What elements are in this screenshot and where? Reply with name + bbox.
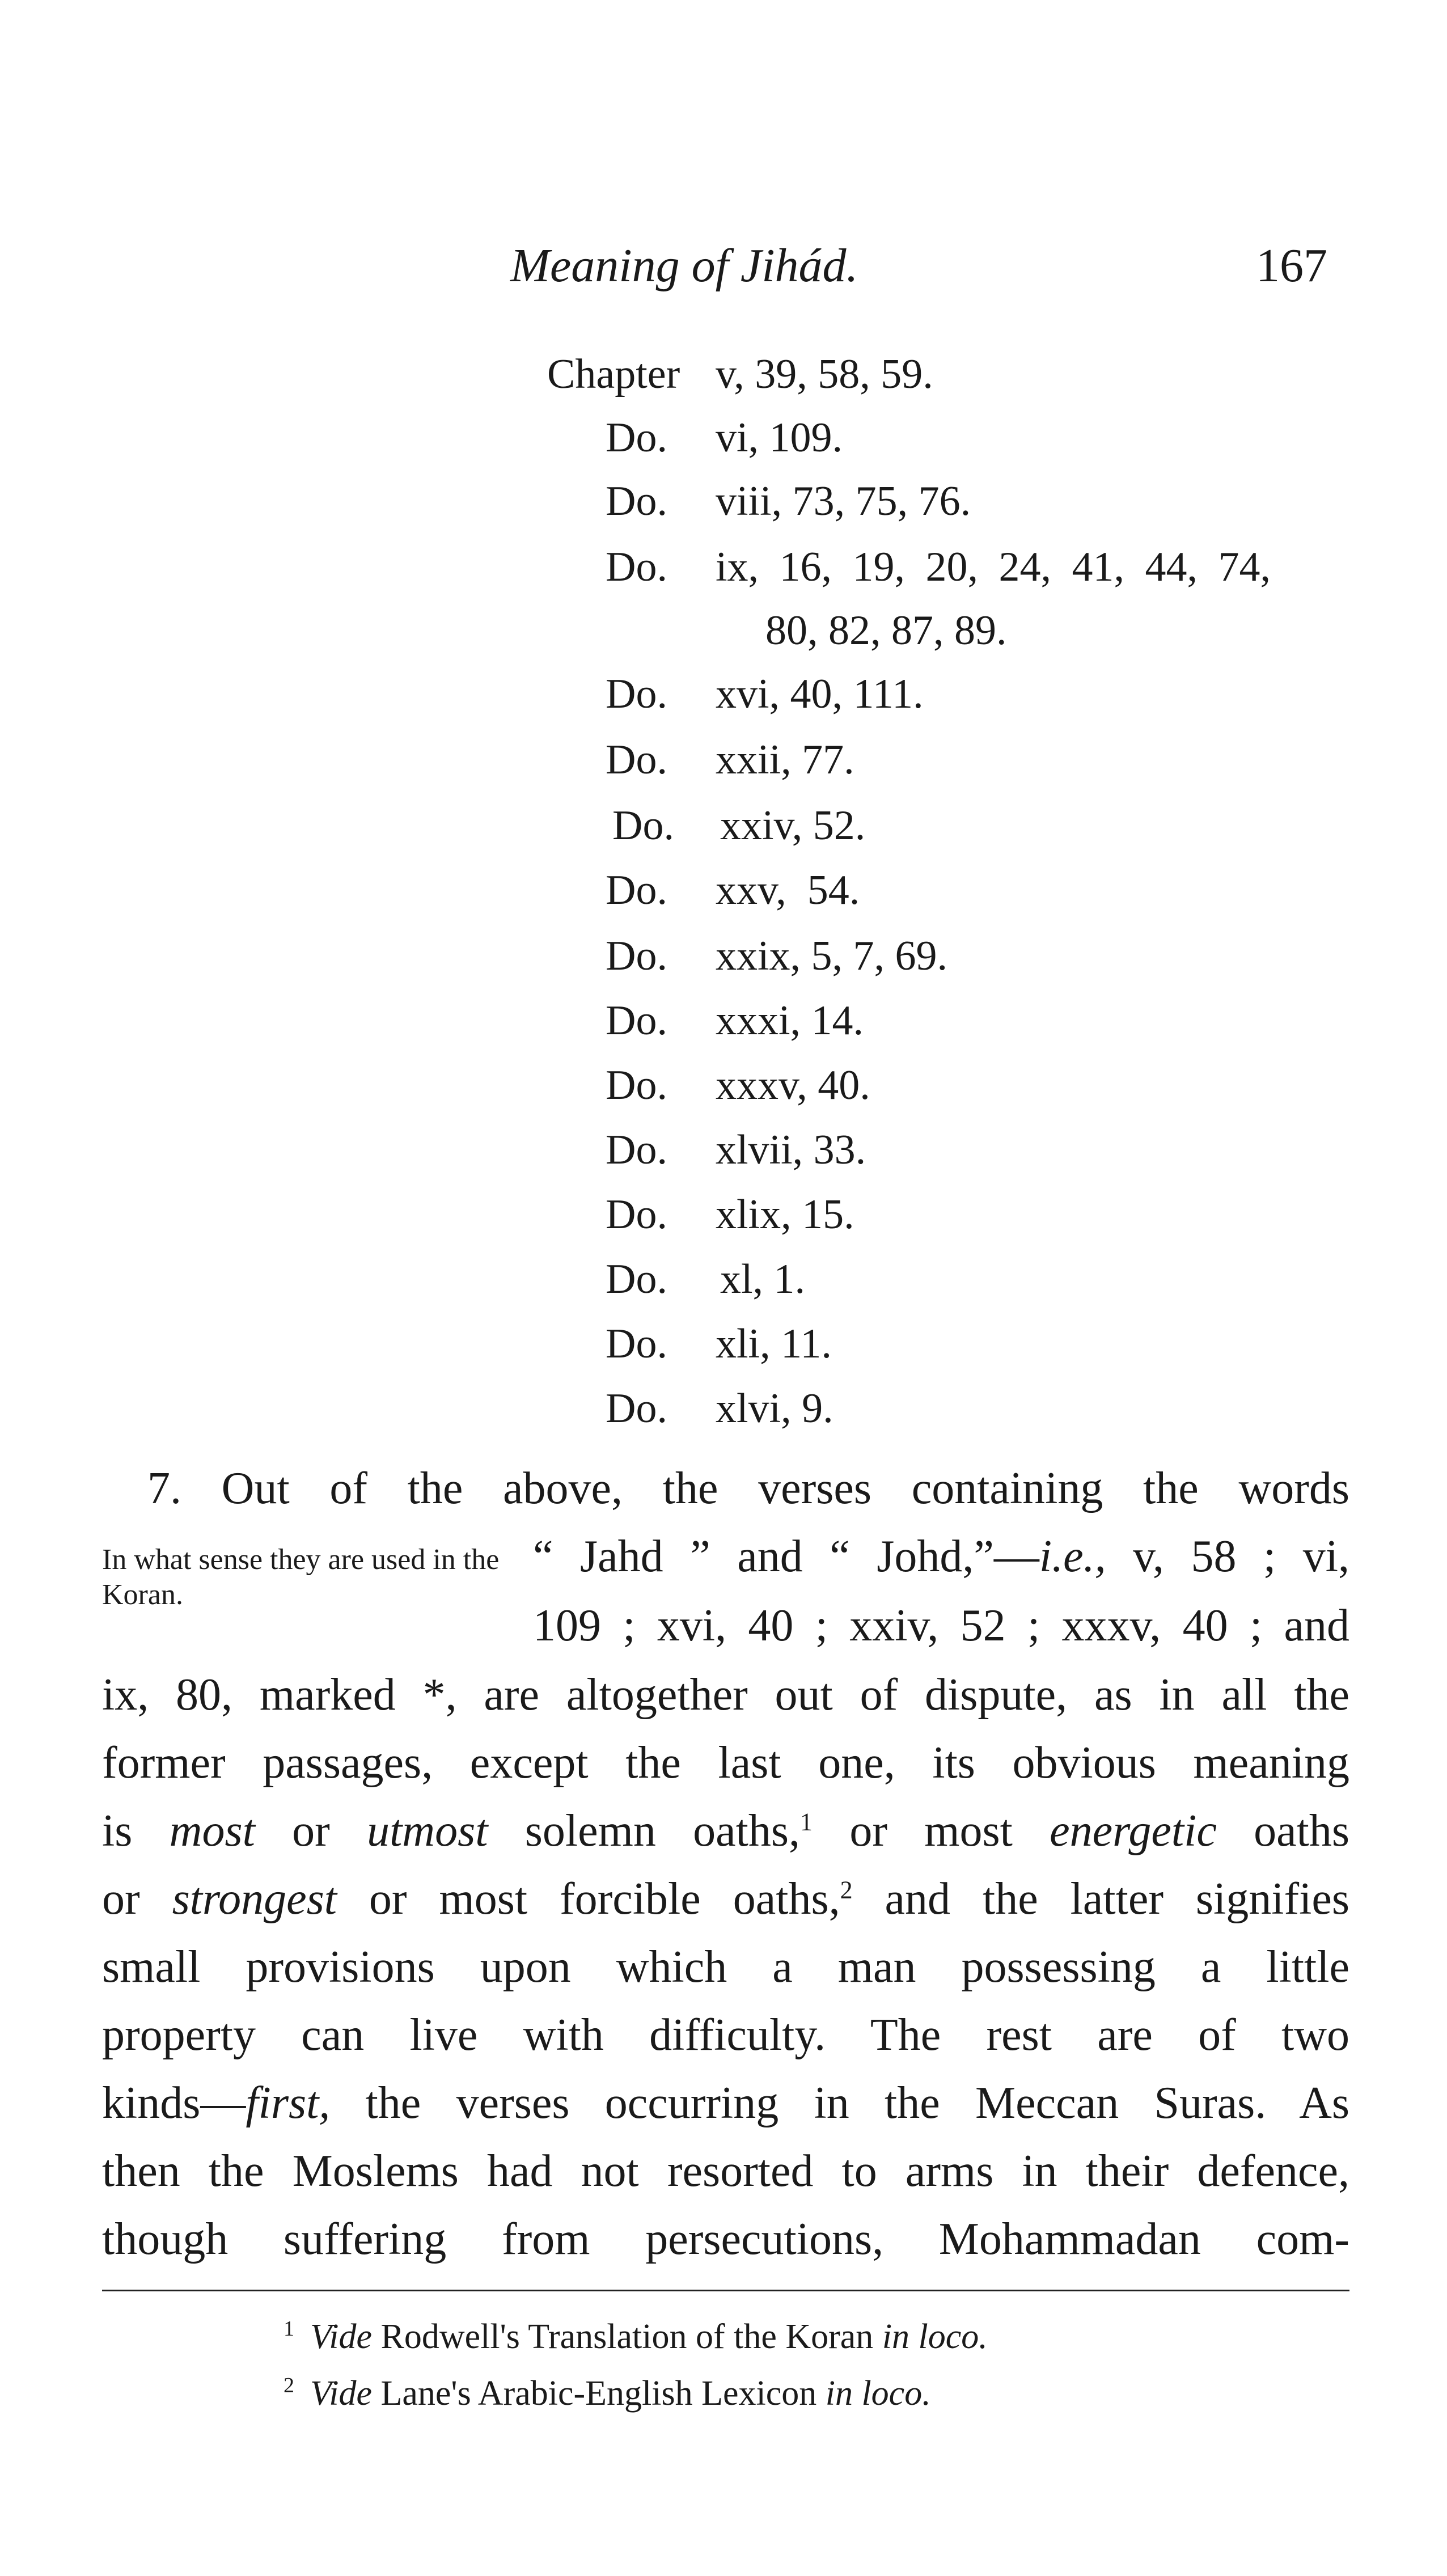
- paragraph-line: or strongest or most forcible oaths,$^2$ and the latter signifies: [102, 1874, 1350, 1924]
- reference-label: Do.: [606, 414, 667, 461]
- paragraph-line: though suffering from persecutions, Mohammadan com-: [102, 2214, 1349, 2264]
- paragraph-line: ix, 80, marked *, are altogether out of dispute, as in all the: [102, 1670, 1349, 1720]
- reference-label: Do.: [606, 997, 667, 1044]
- reference-value: xxxv, 40.: [716, 1062, 870, 1109]
- reference-value: ix, 16, 19, 20, 24, 41, 44, 74,: [716, 544, 1271, 590]
- reference-value: v, 39, 58, 59.: [716, 351, 933, 397]
- reference-label: Do.: [606, 933, 667, 979]
- paragraph-line: then the Moslems had not resorted to arms in their defence,: [102, 2146, 1349, 2196]
- reference-label: Do.: [606, 1191, 667, 1238]
- page-number: 167: [1256, 239, 1327, 292]
- reference-label: Do.: [612, 802, 674, 849]
- footnote-ref: 2: [840, 1876, 853, 1904]
- reference-value: xlvii, 33.: [716, 1127, 866, 1173]
- reference-value: xxix, 5, 7, 69.: [716, 933, 948, 979]
- reference-label: Do.: [606, 1127, 667, 1173]
- reference-value: xxiv, 52.: [720, 802, 866, 849]
- paragraph-line: 7. Out of the above, the verses containing the words: [147, 1463, 1350, 1513]
- reference-label: Chapter: [547, 351, 680, 397]
- paragraph-line: “ Jahd ” and “ Johd,”—i.e., v, 58 ; vi,: [533, 1532, 1349, 1581]
- reference-label: Do.: [606, 544, 667, 590]
- reference-value: vi, 109.: [716, 414, 843, 461]
- reference-value: xxii, 77.: [716, 737, 854, 783]
- reference-label: Do.: [606, 478, 667, 524]
- paragraph-line: former passages, except the last one, its obvious meaning: [102, 1738, 1349, 1788]
- reference-label: Do.: [606, 867, 667, 913]
- reference-label: Do.: [606, 1062, 667, 1109]
- paragraph-line: 109 ; xvi, 40 ; xxiv, 52 ; xxxv, 40 ; and: [533, 1601, 1349, 1651]
- footnote: $^2$ Vide Lane's Arabic-English Lexicon in loco.: [284, 2374, 931, 2413]
- footnote-mark: 1: [284, 2317, 294, 2341]
- footnote: $^1$ Vide Rodwell's Translation of the Koran in loco.: [284, 2317, 988, 2356]
- paragraph-line: property can live with difficulty. The rest are of two: [102, 2010, 1349, 2060]
- reference-value: xli, 11.: [716, 1321, 832, 1367]
- reference-label: Do.: [606, 737, 667, 783]
- footnote-divider: [102, 2290, 1349, 2291]
- reference-value: xlvi, 9.: [716, 1385, 833, 1432]
- reference-value: xxxi, 14.: [716, 997, 864, 1044]
- margin-note: In what sense they are used in the Koran.: [102, 1543, 500, 1611]
- paragraph-line: kinds—first, the verses occurring in the Meccan Suras. As: [102, 2078, 1349, 2128]
- footnote-mark: 2: [284, 2374, 294, 2397]
- reference-value: xvi, 40, 111.: [716, 671, 924, 717]
- reference-label: Do.: [606, 1256, 667, 1302]
- reference-label: Do.: [606, 1385, 667, 1432]
- footnote-ref: 1: [800, 1808, 813, 1836]
- reference-label: Do.: [606, 671, 667, 717]
- reference-value: xlix, 15.: [716, 1191, 854, 1238]
- reference-value: xl, 1.: [720, 1256, 806, 1302]
- reference-value: 80, 82, 87, 89.: [765, 607, 1007, 654]
- running-head-title: Meaning of Jihád.: [510, 239, 858, 292]
- reference-label: Do.: [606, 1321, 667, 1367]
- reference-value: viii, 73, 75, 76.: [716, 478, 971, 524]
- reference-value: xxv, 54.: [716, 867, 860, 913]
- paragraph-line: small provisions upon which a man possessing a little: [102, 1942, 1349, 1992]
- section-number: 7.: [147, 1463, 181, 1513]
- paragraph-line: is most or utmost solemn oaths,$^1$ or most energetic oaths: [102, 1806, 1350, 1856]
